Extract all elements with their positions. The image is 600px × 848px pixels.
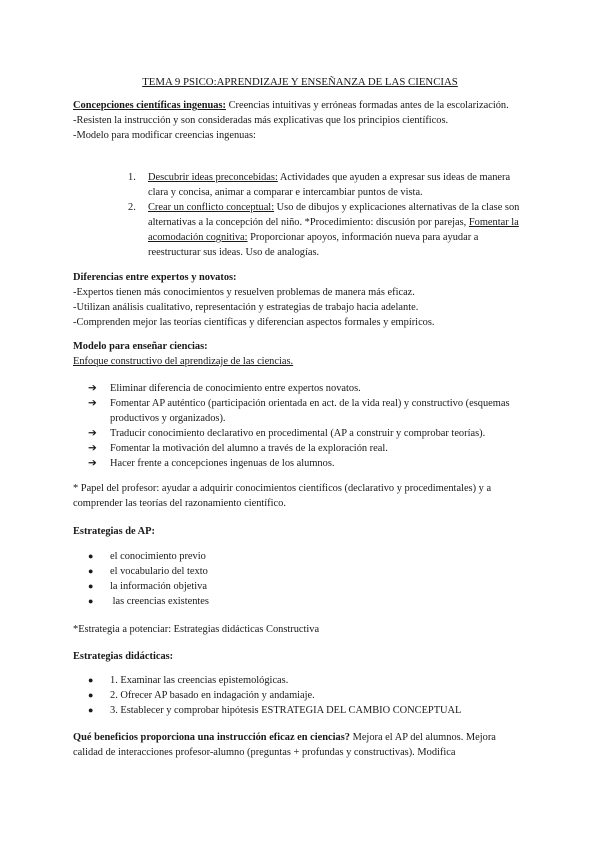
list-number: 2. [128, 202, 136, 213]
modelo-arrow-list [88, 381, 528, 471]
list-item-body: Actividades que ayuden a expresar sus ideas de manera clara y concisa, animar a comparar e intercambiar puntos de vista. [148, 172, 511, 198]
profesor-note [73, 481, 528, 511]
bullet-icon: ● [88, 581, 94, 591]
list-item-underlined: Crear un conflicto conceptual: [148, 202, 275, 213]
list-item-text [148, 170, 520, 200]
arrow-item-text: Hacer frente a concepciones ingenuas de los alumnos. [110, 458, 335, 469]
bullet-item-text: el conocimiento previo [110, 551, 206, 562]
estrategia-potenciar-text: *Estrategia a potenciar: Estrategias didácticas Constructiva [73, 624, 320, 635]
beneficios-heading: Qué beneficios proporciona una instrucción eficaz en ciencias? [73, 732, 350, 743]
bullet-icon: ● [88, 690, 94, 700]
list-item [128, 170, 520, 200]
list-item-body: Proporcionar apoyos, información nueva para ayudar a reestructurar sus ideas. Uso de analogías. [148, 232, 479, 258]
bullet-icon: ● [88, 566, 94, 576]
diferencias-heading: Diferencias entre expertos y novatos: [73, 272, 237, 283]
bullet-item-text: 3. Establecer y comprobar hipótesis ESTRATEGIA DEL CAMBIO CONCEPTUAL [110, 705, 462, 716]
arrow-item-text: Fomentar AP auténtico (participación orientada en act. de la vida real) y constructivo (esquemas productivos y organizados). [110, 398, 510, 424]
estrategias-ap-list [88, 549, 508, 609]
modelo-heading: Modelo para enseñar ciencias: [73, 341, 208, 352]
estrategias-didacticas-list [88, 673, 528, 718]
bullet-item [88, 673, 528, 688]
section-beneficios [73, 730, 528, 760]
estrategia-potenciar-note [73, 622, 533, 637]
list-item [128, 200, 520, 260]
concepciones-intro: Creencias intuitivas y erróneas formadas antes de la escolarización. [225, 100, 509, 111]
list-number: 1. [128, 172, 136, 183]
arrow-item-text: Eliminar diferencia de conocimiento entre expertos novatos. [110, 383, 361, 394]
bullet-item [88, 549, 508, 564]
bullet-item [88, 579, 508, 594]
page-title: TEMA 9 PSICO:APRENDIZAJE Y ENSEÑANZA DE LAS CIENCIAS [142, 76, 458, 88]
arrow-icon: ➔ [88, 428, 97, 439]
bullet-item [88, 564, 508, 579]
bullet-item [88, 703, 528, 718]
estrategias-ap-heading: Estrategias de AP: [73, 526, 155, 537]
arrow-icon: ➔ [88, 458, 97, 469]
arrow-icon: ➔ [88, 443, 97, 454]
concepciones-line: -Modelo para modificar creencias ingenuas: [73, 130, 256, 141]
bullet-item [88, 688, 528, 703]
arrow-item-text: Traducir conocimiento declarativo en procedimental (AP a construir y comprobar teorías). [110, 428, 486, 439]
section-concepciones [73, 98, 533, 143]
section-estrategias-ap [73, 524, 533, 539]
diferencias-line: -Expertos tienen más conocimientos y resuelven problemas de manera más eficaz. [73, 287, 415, 298]
concepciones-line: -Resisten la instrucción y son consideradas más explicativas que los principios científicos. [73, 115, 449, 126]
profesor-note-text: * Papel del profesor: ayudar a adquirir conocimientos científicos (declarativo y procedimentales) y a comprender las teorías del razonamiento científico. [73, 483, 492, 509]
bullet-item [88, 594, 508, 609]
list-item-body: Uso de dibujos y explicaciones alternativas de la clase son alternativas a la concepción del niño. *Procedimiento: discusión por parejas, [148, 202, 520, 228]
estrategias-didacticas-heading: Estrategias didácticas: [73, 651, 174, 662]
arrow-item [88, 456, 528, 471]
diferencias-line: -Utilizan análisis cualitativo, representación y estrategias de trabajo hacia adelante. [73, 302, 419, 313]
beneficios-paragraph [73, 730, 528, 760]
section-estrategias-didacticas [73, 649, 533, 664]
list-item-text [148, 200, 520, 260]
arrow-item [88, 426, 528, 441]
arrow-item [88, 441, 528, 456]
modelo-subheading: Enfoque constructivo del aprendizaje de las ciencias. [73, 356, 294, 367]
bullet-icon: ● [88, 596, 94, 606]
concepciones-heading: Concepciones científicas ingenuas: [73, 100, 226, 111]
list-item-underlined: Descubrir ideas preconcebidas: [148, 172, 278, 183]
section-modelo [73, 339, 533, 369]
arrow-item [88, 396, 528, 426]
bullet-icon: ● [88, 675, 94, 685]
bullet-item-text: el vocabulario del texto [110, 566, 208, 577]
bullet-item-text: la información objetiva [110, 581, 207, 592]
arrow-icon: ➔ [88, 383, 97, 394]
bullet-icon: ● [88, 705, 94, 715]
list-item-underlined: Fomentar la acomodación cognitiva: [148, 217, 519, 243]
modelo-list [128, 170, 520, 260]
bullet-item-text: las creencias existentes [110, 596, 209, 607]
arrow-item [88, 381, 528, 396]
concepciones-paragraph [73, 98, 533, 113]
section-diferencias [73, 270, 533, 330]
diferencias-line: -Comprenden mejor las teorías científicas y diferencian aspectos formales y empíricos. [73, 317, 435, 328]
arrow-item-text: Fomentar la motivación del alumno a través de la exploración real. [110, 443, 388, 454]
bullet-icon: ● [88, 551, 94, 561]
bullet-item-text: 2. Ofrecer AP basado en indagación y andamiaje. [110, 690, 315, 701]
arrow-icon: ➔ [88, 398, 97, 409]
bullet-item-text: 1. Examinar las creencias epistemológicas. [110, 675, 289, 686]
beneficios-text: Mejora el AP del alumnos. Mejora calidad de interacciones profesor-alumno (preguntas + profundas y constructivas). Modifica [73, 732, 496, 758]
